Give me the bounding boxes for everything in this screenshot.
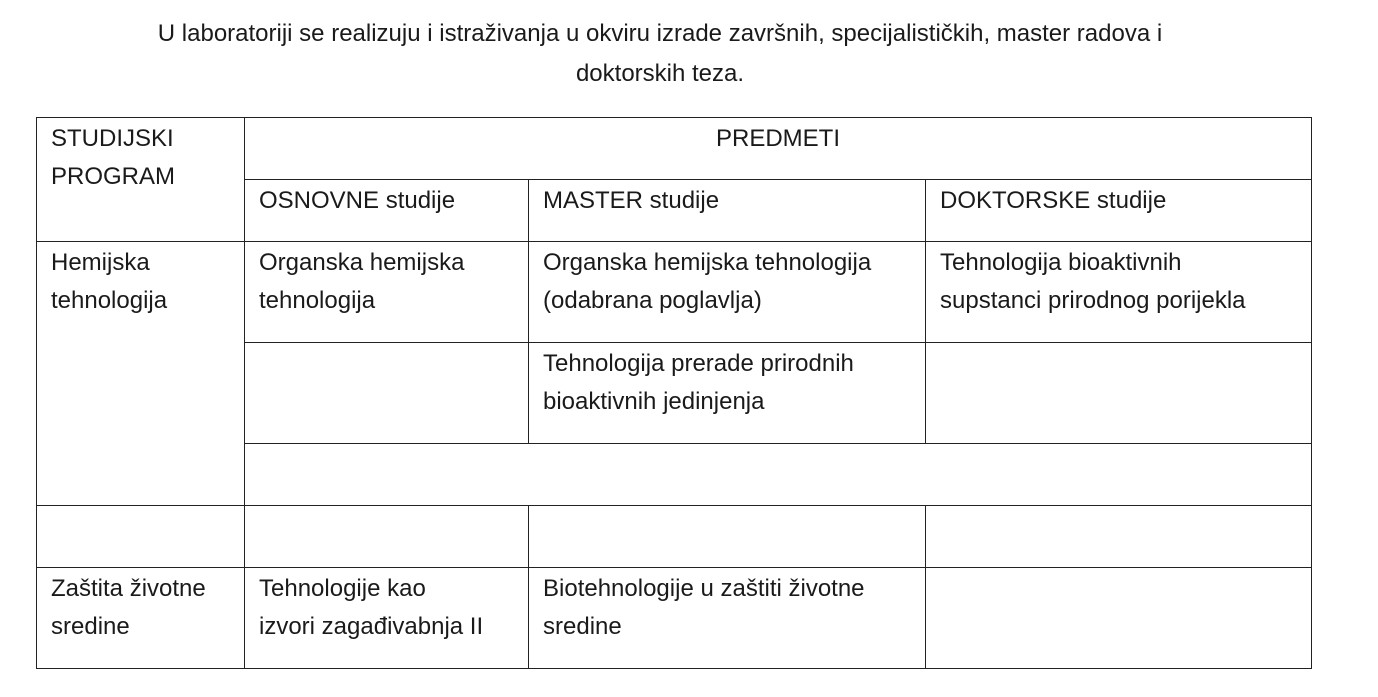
chem-master-2-line-1: Tehnologija prerade prirodnih: [543, 350, 854, 377]
table-row: [37, 568, 1312, 669]
env-master-line-1: Biotehnologije u zaštiti životne: [543, 575, 865, 602]
chem-basic-cell: [245, 242, 529, 343]
chem-doctoral-line-2: supstanci prirodnog porijekla: [940, 287, 1246, 314]
empty-cell: [37, 506, 245, 568]
env-master-cell: [529, 568, 926, 669]
empty-cell: [926, 343, 1312, 444]
table-header-row-1: [37, 118, 1312, 180]
env-program-line-1: Zaštita životne: [51, 575, 206, 602]
header-subjects-cell: PREDMETI: [245, 118, 1312, 180]
env-master-line-2: sredine: [543, 613, 622, 640]
chem-basic-line-2: tehnologija: [259, 287, 376, 314]
subjects-table: [36, 117, 1312, 669]
env-basic-cell: [245, 568, 529, 669]
empty-cell: [926, 506, 1312, 568]
env-program-cell: [37, 568, 245, 669]
chem-master-1-line-2: (odabrana poglavlja): [543, 287, 762, 314]
chem-program-cell: [37, 242, 245, 506]
empty-cell: [926, 568, 1312, 669]
env-basic-line-1: Tehnologije kao: [259, 575, 426, 602]
header-program-line-1: STUDIJSKI: [51, 125, 174, 152]
empty-cell: [245, 343, 529, 444]
intro-line-1: U laboratoriji se realizuju i istraživanja u okviru izrade završnih, specijalističkih, master radova i: [157, 20, 1163, 47]
chem-master-cell-2: [529, 343, 926, 444]
chem-master-1-line-1: Organska hemijska tehnologija: [543, 249, 872, 276]
env-program-line-2: sredine: [51, 613, 130, 640]
empty-cell: [529, 506, 926, 568]
chem-basic-line-1: Organska hemijska: [259, 249, 465, 276]
table-row: [37, 242, 1312, 343]
chem-program-line-1: Hemijska: [51, 249, 150, 276]
header-master-cell: MASTER studije: [529, 180, 926, 242]
intro-paragraph: [90, 14, 1230, 94]
header-doctoral-cell: DOKTORSKE studije: [926, 180, 1312, 242]
chem-program-line-2: tehnologija: [51, 287, 168, 314]
chem-master-cell-1: [529, 242, 926, 343]
empty-cell: [245, 506, 529, 568]
header-program-line-2: PROGRAM: [51, 163, 176, 190]
chem-master-2-line-2: bioaktivnih jedinjenja: [543, 388, 765, 415]
empty-merged-cell: [245, 444, 1312, 506]
header-program-cell: [37, 118, 245, 242]
intro-line-2: doktorskih teza.: [575, 60, 745, 87]
env-basic-line-2: izvori zagađivabnja II: [259, 613, 484, 640]
table-row: [37, 506, 1312, 568]
header-basic-cell: OSNOVNE studije: [245, 180, 529, 242]
chem-doctoral-cell: [926, 242, 1312, 343]
chem-doctoral-line-1: Tehnologija bioaktivnih: [940, 249, 1182, 276]
